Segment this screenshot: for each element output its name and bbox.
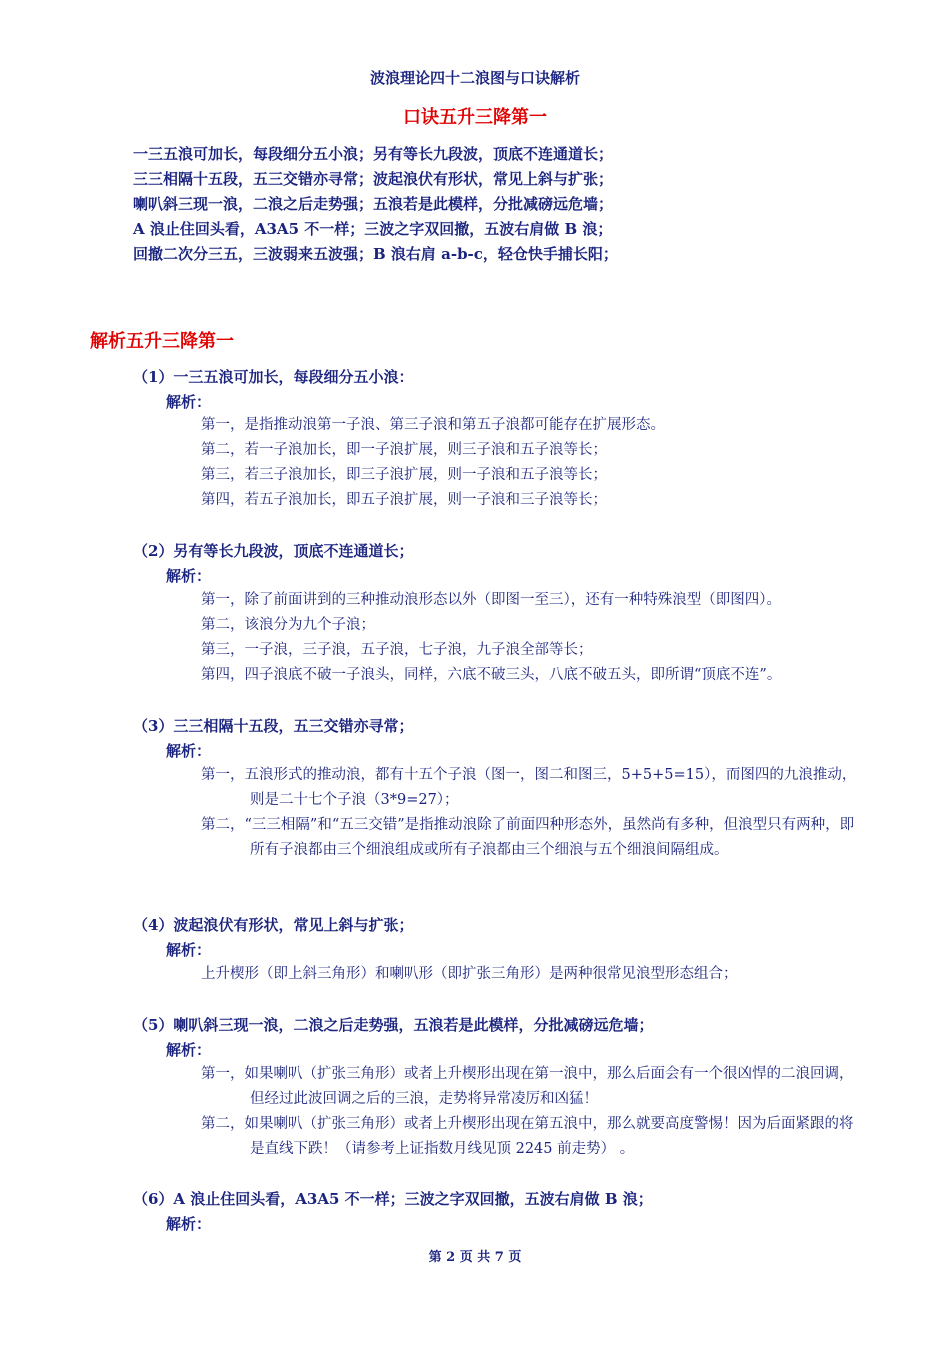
analysis-line: 第二，若一子浪加长，即一子浪扩展，则三子浪和五子浪等长； xyxy=(201,442,607,458)
item-question: （3）三三相隔十五段，五三交错亦寻常； xyxy=(133,717,414,735)
analysis-line: 第二，“三三相隔”和“五三交错”是指推动浪除了前面四种形态外，虽然尚有多种，但浪型只有两种，即所有子浪都由三个细浪组成或所有子浪都由三个细浪与五个细浪间隔组成。 xyxy=(201,817,855,858)
analysis-line: 第二，如果喇叭（扩张三角形）或者上升楔形出现在第五浪中，那么就要高度警惕！因为后面紧跟的将是直线下跌！（请参考上证指数月线见顶 2245 前走势） 。 xyxy=(201,1116,854,1157)
analysis-label: 解析： xyxy=(166,567,212,585)
analysis-line: 第二，该浪分为九个子浪； xyxy=(201,617,375,633)
analysis-label: 解析： xyxy=(166,941,212,959)
analysis-label: 解析： xyxy=(166,1215,212,1233)
document-subtitle: 口诀五升三降第一 xyxy=(403,107,547,128)
analysis-line: 第一，是指推动浪第一子浪、第三子浪和第五子浪都可能存在扩展形态。 xyxy=(201,417,665,433)
analysis-line: 第一，如果喇叭（扩张三角形）或者上升楔形出现在第一浪中，那么后面会有一个很凶悍的二浪回调，但经过此波回调之后的三浪，走势将异常凌厉和凶猛！ xyxy=(201,1066,854,1107)
analysis-line: 第三，若三子浪加长，即三子浪扩展，则一子浪和五子浪等长； xyxy=(201,467,607,483)
item-question: （4）波起浪伏有形状，常见上斜与扩张； xyxy=(133,916,414,934)
verse-line: A 浪止住回头看，A3A5 不一样；三波之字双回撤，五波右肩做 B 浪； xyxy=(133,220,613,238)
analysis-label: 解析： xyxy=(166,1041,212,1059)
verse-line: 三三相隔十五段，五三交错亦寻常；波起浪伏有形状，常见上斜与扩张； xyxy=(133,170,614,188)
verse-line: 回撤二次分三五，三波弱来五波强；B 浪右肩 a-b-c，轻仓快手捕长阳； xyxy=(133,245,618,263)
analysis-line: 第三，一子浪，三子浪，五子浪，七子浪，九子浪全部等长； xyxy=(201,642,593,658)
document-title: 波浪理论四十二浪图与口诀解析 xyxy=(369,69,580,87)
item-question: （2）另有等长九段波，顶底不连通道长； xyxy=(133,542,414,560)
item-question: （5）喇叭斜三现一浪，二浪之后走势强，五浪若是此模样，分批减磅远危墙； xyxy=(133,1016,654,1034)
analysis-label: 解析： xyxy=(166,742,212,760)
analysis-line: 第一，除了前面讲到的三种推动浪形态以外（即图一至三），还有一种特殊浪型（即图四）。 xyxy=(201,592,781,608)
analysis-line: 第一，五浪形式的推动浪，都有十五个子浪（图一，图二和图三，5+5+5=15），而图四的九浪推动，则是二十七个子浪（3*9=27）； xyxy=(201,767,857,808)
section-heading: 解析五升三降第一 xyxy=(90,331,234,352)
analysis-line: 第四，四子浪底不破一子浪头，同样，六底不破三头，八底不破五头，即所谓“顶底不连”。 xyxy=(201,667,782,683)
analysis-label: 解析： xyxy=(166,393,212,411)
analysis-line: 上升楔形（即上斜三角形）和喇叭形（即扩张三角形）是两种很常见浪型形态组合； xyxy=(201,966,738,982)
item-question: （1）一三五浪可加长，每段细分五小浪： xyxy=(133,368,414,386)
verse-line: 一三五浪可加长，每段细分五小浪；另有等长九段波，顶底不连通道长； xyxy=(133,145,614,163)
verse-block xyxy=(133,142,893,267)
item-question: （6）A 浪止住回头看，A3A5 不一样；三波之字双回撤，五波右肩做 B 浪； xyxy=(133,1190,653,1208)
page-footer: 第 2 页 共 7 页 xyxy=(428,1250,522,1265)
analysis-line: 第四，若五子浪加长，即五子浪扩展，则一子浪和三子浪等长； xyxy=(201,492,607,508)
verse-line: 喇叭斜三现一浪，二浪之后走势强；五浪若是此模样，分批减磅远危墙； xyxy=(133,195,614,213)
